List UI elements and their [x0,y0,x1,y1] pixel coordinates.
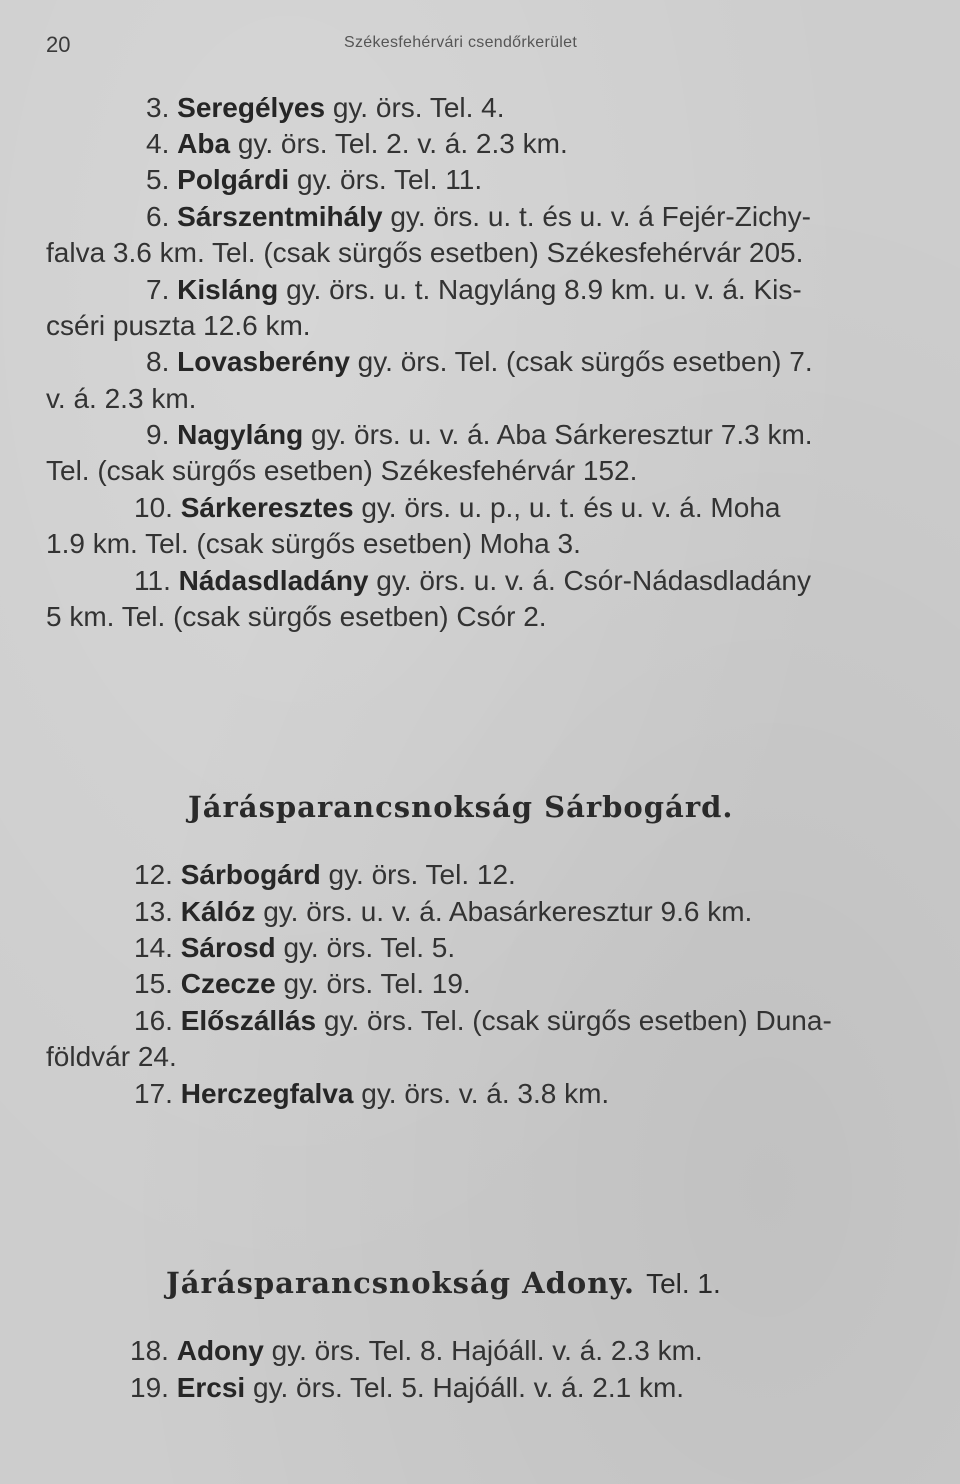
section-heading-phone: Tel. 1. [646,1268,721,1299]
entry-name: Herczegfalva [180,1078,354,1109]
list-item [134,490,780,526]
entry-continuation: cséri puszta 12.6 km. [46,310,311,341]
entry-continuation: 1.9 km. Tel. (csak sürgős esetben) Moha 3. [46,528,581,559]
entry-name: Sárkeresztes [180,492,354,523]
entry-name: Lovasberény [177,346,350,377]
entry-details: gy. örs. v. á. 3.8 km. [361,1078,610,1109]
entry-number: 11. [134,565,171,596]
list-item [146,272,802,308]
entry-number: 4. [146,128,170,159]
list-item [134,894,752,930]
entry-name: Czecze [180,968,276,999]
entry-details: gy. örs. Tel. 5. Hajóáll. v. á. 2.1 km. [253,1372,685,1403]
entry-name: Előszállás [180,1005,317,1036]
entry-number: 3. [146,92,170,123]
entry-details: gy. örs. Tel. 12. [328,859,516,890]
entry-number: 18. [130,1335,169,1366]
entry-details: gy. örs. Tel. 8. Hajóáll. v. á. 2.3 km. [271,1335,703,1366]
entry-name: Kisláng [177,274,279,305]
list-item [134,930,455,966]
entry-details: gy. örs. u. p., u. t. és u. v. á. Moha [361,492,781,523]
entry-number: 15. [134,968,173,999]
entry-details: gy. örs. Tel. 19. [283,968,471,999]
list-item [146,417,813,453]
entry-details: gy. örs. u. t. Nagyláng 8.9 km. u. v. á. Kis- [286,274,802,305]
entry-number: 9. [146,419,170,450]
entry-name: Adony [176,1335,264,1366]
list-item [146,126,568,162]
entry-name: Sárosd [180,932,276,963]
entry-number: 19. [130,1372,169,1403]
entry-details: gy. örs. Tel. (csak sürgős esetben) 7. [357,346,813,377]
entry-name: Sárszentmihály [177,201,383,232]
entry-number: 8. [146,346,170,377]
section-heading [166,1266,721,1300]
entry-name: Seregélyes [177,92,326,123]
entry-number: 10. [134,492,173,523]
entry-continuation: 5 km. Tel. (csak sürgős esetben) Csór 2. [46,601,547,632]
entry-name: Sárbogárd [180,859,321,890]
entry-continuation: Tel. (csak sürgős esetben) Székesfehérvár 152. [46,455,638,486]
section-heading: Járásparancsnokság Sárbogárd. [188,790,734,824]
entry-continuation: falva 3.6 km. Tel. (csak sürgős esetben) Székesfehérvár 205. [46,237,804,268]
entry-details: gy. örs. u. t. és u. v. á Fejér-Zichy- [390,201,811,232]
entry-number: 5. [146,164,170,195]
entry-details: gy. örs. u. v. á. Abasárkeresztur 9.6 km. [263,896,753,927]
running-header [0,30,960,60]
running-header-title: Székesfehérvári csendőrkerület [344,34,578,51]
entry-continuation: v. á. 2.3 km. [46,383,197,414]
list-item [146,199,811,235]
list-item [146,90,505,126]
list-item [134,857,516,893]
entry-name: Ercsi [176,1372,246,1403]
entry-details: gy. örs. Tel. (csak sürgős esetben) Duna- [323,1005,832,1036]
list-item [134,966,471,1002]
entry-number: 16. [134,1005,173,1036]
entry-details: gy. örs. Tel. 2. v. á. 2.3 km. [237,128,568,159]
list-item [134,1003,832,1039]
list-item [134,1076,609,1112]
entry-number: 7. [146,274,170,305]
list-item [130,1370,684,1406]
entry-details: gy. örs. u. v. á. Csór-Nádasdladány [376,565,811,596]
entry-number: 17. [134,1078,173,1109]
entry-name: Polgárdi [177,164,290,195]
entry-details: gy. örs. Tel. 11. [296,164,483,195]
page-number: 20 [46,32,71,57]
entry-name: Nádasdladány [178,565,369,596]
entry-details: gy. örs. Tel. 4. [332,92,505,123]
list-item [146,344,813,380]
entry-details: gy. örs. Tel. 5. [283,932,456,963]
section-heading-text: Járásparancsnokság Adony. [166,1266,635,1300]
entry-name: Kálóz [180,896,256,927]
entry-number: 14. [134,932,173,963]
entry-name: Aba [177,128,231,159]
entry-name: Nagyláng [177,419,304,450]
entry-number: 12. [134,859,173,890]
entry-number: 6. [146,201,170,232]
list-item [134,563,811,599]
entry-details: gy. örs. u. v. á. Aba Sárkeresztur 7.3 km. [310,419,813,450]
entry-number: 13. [134,896,173,927]
entry-continuation: földvár 24. [46,1041,177,1072]
list-item [130,1333,703,1369]
list-item [146,162,482,198]
